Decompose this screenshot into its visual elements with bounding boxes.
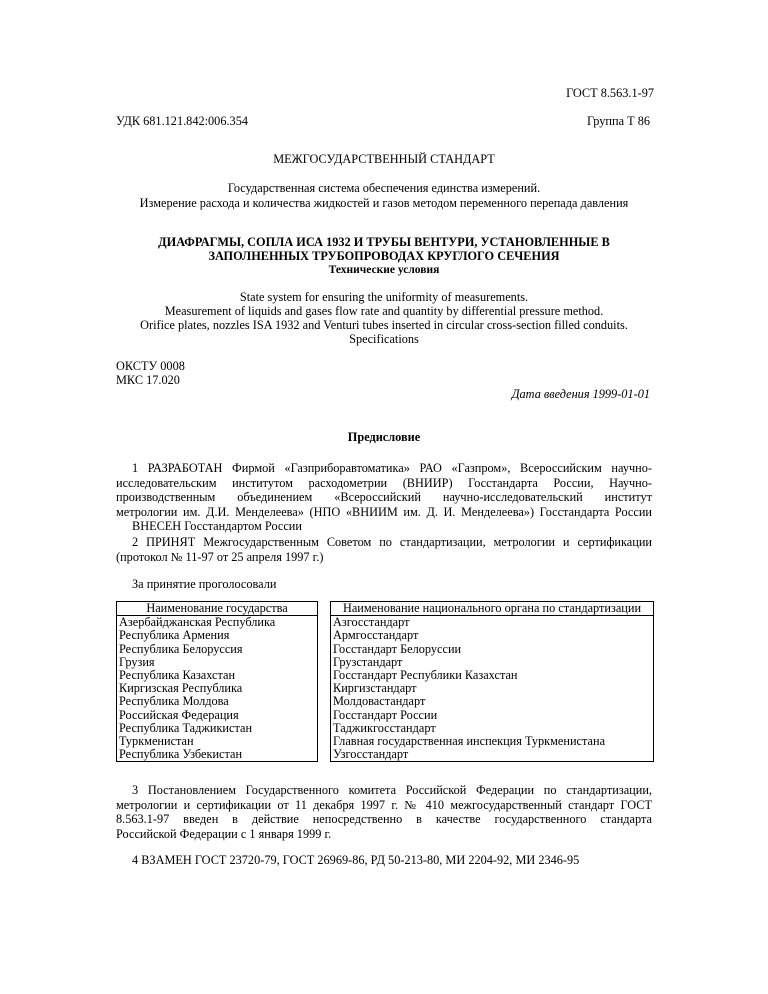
main-subtitle: Технические условия	[328, 264, 440, 276]
authority-name: Грузстандарт	[331, 656, 654, 669]
state-name: Киргизская Республика	[117, 682, 318, 695]
authority-name: Азгосстандарт	[331, 616, 654, 630]
group-code: Группа Т 86	[586, 114, 650, 128]
authority-name: Главная государственная инспекция Туркменистана	[331, 735, 654, 748]
paragraph-4: 4 ВЗАМЕН ГОСТ 23720-79, ГОСТ 26969-86, РД 50-213-80, МИ 2204-92, МИ 2346-95	[132, 853, 580, 867]
table-row	[117, 616, 654, 630]
okstu-code: ОКСТУ 0008	[116, 359, 185, 373]
state-name: Республика Таджикистан	[117, 722, 318, 735]
authority-name: Таджикгосстандарт	[331, 722, 654, 735]
paragraph-2-line2: (протокол № 11-97 от 25 апреля 1997 г.)	[116, 549, 324, 564]
paragraph-2	[116, 535, 652, 564]
paragraph-1-line5: ВНЕСЕН Госстандартом России	[132, 519, 302, 533]
table-header-authority: Наименование национального органа по стандартизации	[331, 602, 654, 616]
english-title-line1: State system for ensuring the uniformity of measurements.	[239, 290, 529, 304]
paragraph-1-line4: метрологии им. Д.И. Менделеева» (НПО «ВНИИМ им. Д. И. Менделеева») Госстандарта России	[116, 504, 652, 519]
table-header-row	[117, 602, 654, 616]
authority-name: Молдовастандарт	[331, 695, 654, 708]
state-name: Республика Белоруссия	[117, 643, 318, 656]
paragraph-1-line2: исследовательским институтом расходометрии (ВНИИР) Госстандарта России, Научно-	[116, 475, 652, 490]
state-name: Республика Казахстан	[117, 669, 318, 682]
main-title-line2: ЗАПОЛНЕННЫХ ТРУБОПРОВОДАХ КРУГЛОГО СЕЧЕНИЯ	[208, 249, 560, 263]
state-name: Республика Молдова	[117, 695, 318, 708]
paragraph-1-line1: 1 РАЗРАБОТАН Фирмой «Газприборавтоматика» РАО «Газпром», Всероссийским научно-	[132, 461, 652, 475]
table-row	[117, 748, 654, 762]
state-name: Республика Узбекистан	[117, 748, 318, 762]
gost-number: ГОСТ 8.563.1-97	[566, 86, 654, 100]
authority-name: Армгосстандарт	[331, 629, 654, 642]
paragraph-3-line3: 8.563.1-97 введен в действие непосредственно в качестве государственного стандарта	[116, 812, 652, 826]
authority-name: Госстандарт России	[331, 709, 654, 722]
voted-label: За принятие проголосовали	[132, 577, 277, 591]
member-states-table	[116, 601, 654, 762]
english-title-line3: Orifice plates, nozzles ISA 1932 and Venturi tubes inserted in circular cross-section filled conduits.	[140, 318, 628, 332]
introduction-date: Дата введения 1999-01-01	[511, 387, 650, 401]
english-title-line2: Measurement of liquids and gases flow rate and quantity by differential pressure method.	[164, 304, 604, 318]
standard-type: МЕЖГОСУДАРСТВЕННЫЙ СТАНДАРТ	[273, 152, 495, 166]
authority-name: Госстандарт Белоруссии	[331, 643, 654, 656]
state-name: Республика Армения	[117, 629, 318, 642]
paragraph-3-line1: 3 Постановлением Государственного комитета Российской Федерации по стандартизации,	[132, 783, 652, 797]
table-header-state: Наименование государства	[117, 602, 318, 616]
paragraph-1-line3: производственным объединением «Всероссийский научно-исследовательский институт	[116, 490, 652, 504]
authority-name: Киргизстандарт	[331, 682, 654, 695]
paragraph-3	[116, 783, 652, 841]
state-name: Российская Федерация	[117, 709, 318, 722]
authority-name: Госстандарт Республики Казахстан	[331, 669, 654, 682]
state-name: Туркменистан	[117, 735, 318, 748]
main-title-line1: ДИАФРАГМЫ, СОПЛА ИСА 1932 И ТРУБЫ ВЕНТУРИ, УСТАНОВЛЕННЫЕ В	[158, 235, 610, 249]
table-row	[117, 643, 654, 656]
foreword-heading: Предисловие	[347, 430, 421, 444]
system-title-line1: Государственная система обеспечения единства измерений.	[227, 181, 541, 195]
paragraph-3-line4: Российской Федерации с 1 января 1999 г.	[116, 826, 332, 841]
paragraph-1	[116, 461, 652, 534]
table-row	[117, 695, 654, 708]
paragraph-3-line2: метрологии и сертификации от 11 декабря 1997 г. № 410 межгосударственный стандарт ГОСТ	[116, 797, 652, 812]
system-title-line2: Измерение расхода и количества жидкостей и газов методом переменного перепада давления	[139, 196, 629, 210]
state-name: Грузия	[117, 656, 318, 669]
mks-code: МКС 17.020	[116, 373, 180, 387]
authority-name: Узгосстандарт	[331, 748, 654, 762]
english-title-line4: Specifications	[349, 332, 419, 346]
state-name: Азербайджанская Республика	[117, 616, 318, 630]
table-row	[117, 709, 654, 722]
paragraph-2-line1: 2 ПРИНЯТ Межгосударственным Советом по стандартизации, метрологии и сертификации	[132, 535, 652, 549]
table-row	[117, 629, 654, 642]
udk-code: УДК 681.121.842:006.354	[116, 114, 248, 128]
